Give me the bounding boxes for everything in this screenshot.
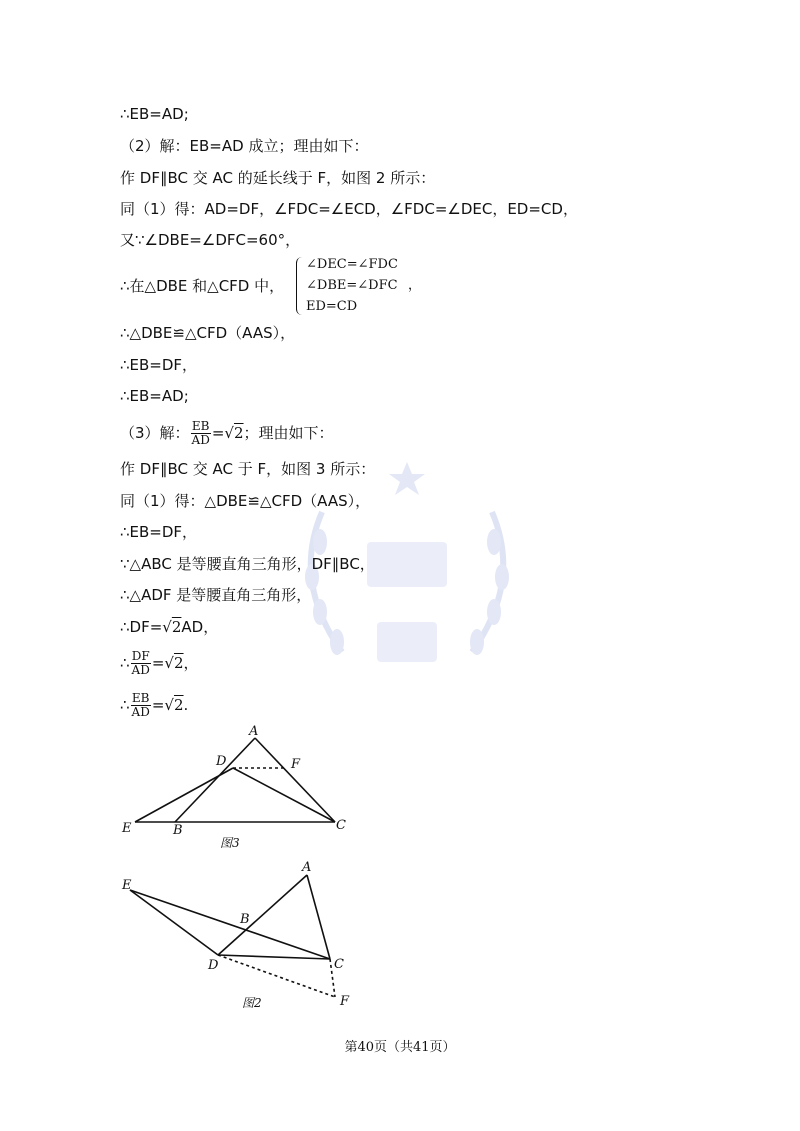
text-line-8: ∴EB=DF，: [120, 356, 198, 374]
segment-ec: [130, 890, 330, 959]
sqrt-2: √2: [164, 654, 184, 672]
label-c: C: [336, 818, 346, 833]
label-a: A: [249, 725, 259, 739]
text-line-10: （3）解： $\frac{EB}{AD}$ =√2；理由如下：: [120, 419, 334, 447]
label-d: D: [208, 958, 219, 973]
system-suffix: ，: [408, 278, 422, 293]
figure-2: [110, 855, 370, 1015]
watermark-logo: [282, 452, 532, 702]
segment-ac: [307, 875, 330, 959]
text-line-18: ∴ $\frac{EB}{AD}$ =√2.: [120, 691, 189, 719]
label-f: F: [291, 757, 301, 772]
text-line-13: ∴EB=DF，: [120, 523, 198, 541]
fraction-eb-ad: $\frac{EB}{AD}$: [191, 419, 210, 447]
segment-ed: [130, 890, 218, 955]
system-row-1: ∠DEC=∠FDC: [306, 257, 398, 272]
segment-dc: [218, 955, 330, 959]
text-line-17: ∴ $\frac{DF}{AD}$ =√2，: [120, 649, 199, 677]
brace: [296, 257, 305, 315]
text-line-5: 又∵∠DBE=∠DFC=60°，: [120, 231, 301, 249]
equation-system: [296, 255, 422, 317]
segment-df-dashed: [218, 955, 335, 997]
label-d: D: [216, 754, 227, 769]
system-row-3: ED=CD: [306, 299, 358, 314]
text-line-1: ∴EB=AD;: [120, 105, 189, 123]
text-line-3: 作 DF∥BC 交 AC 的延长线于 F，如图 2 所示：: [120, 169, 436, 187]
label-e: E: [122, 878, 132, 893]
sqrt-2: √2: [162, 618, 182, 636]
label-c: C: [334, 957, 344, 972]
text-line-14: ∵△ABC 是等腰直角三角形，DF∥BC，: [120, 555, 375, 573]
sqrt-2: √2: [224, 424, 244, 442]
fraction-eb-ad: $\frac{EB}{AD}$: [131, 691, 150, 719]
text-line-11: 作 DF∥BC 交 AC 于 F，如图 3 所示：: [120, 460, 376, 478]
text-line-15: ∴△ADF 是等腰直角三角形，: [120, 586, 312, 604]
text-line-6: ∴在△DBE 和△CFD 中，: [120, 277, 285, 295]
fraction-df-ad: $\frac{DF}{AD}$: [131, 649, 150, 677]
text-line-16: ∴DF=√2AD，: [120, 618, 219, 636]
page-footer: 第40页（共41页）: [344, 1040, 456, 1055]
text-line-2: （2）解：EB=AD 成立；理由如下：: [120, 137, 369, 155]
sqrt-2: √2: [164, 696, 184, 714]
text-line-7: ∴△DBE≌△CFD（AAS），: [120, 324, 296, 342]
segment-dc: [233, 768, 335, 822]
label-b: B: [173, 823, 183, 838]
segment-ba: [175, 738, 255, 822]
figure-caption: 图3: [220, 836, 240, 850]
figure-3: [110, 725, 370, 855]
label-a: A: [302, 860, 312, 875]
label-b: B: [240, 912, 250, 927]
label-e: E: [122, 821, 132, 836]
text-line-9: ∴EB=AD;: [120, 387, 189, 405]
figure-caption: 图2: [242, 996, 262, 1010]
text-line-12: 同（1）得：△DBE≌△CFD（AAS），: [120, 492, 371, 510]
label-f: F: [340, 994, 350, 1009]
segment-ac: [255, 738, 335, 822]
text-line-4: 同（1）得：AD=DF，∠FDC=∠ECD，∠FDC=∠DEC，ED=CD，: [120, 200, 578, 218]
segment-da: [218, 875, 307, 955]
system-row-2: ∠DBE=∠DFC: [306, 278, 398, 293]
